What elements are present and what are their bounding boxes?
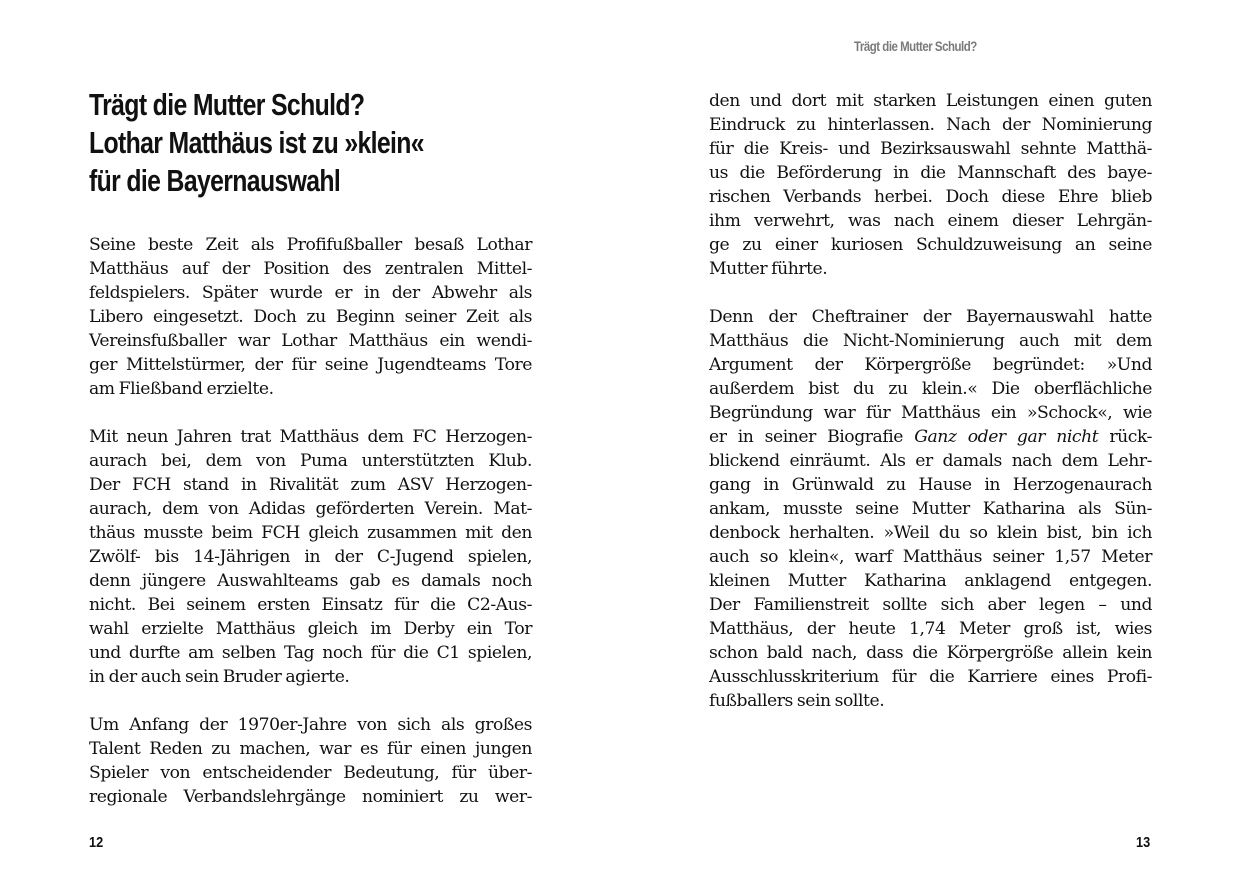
paragraph (89, 713, 532, 809)
text-line: Matthäus auf der Position des zentralen Mittel- (89, 259, 532, 279)
text-line: aurach, dem von Adidas geförderten Verein. Mat- (89, 499, 532, 519)
text-line: fußballers sein sollte. (709, 691, 885, 711)
text-line: rischen Verbands herbei. Doch diese Ehre blieb (709, 187, 1152, 207)
text-line: außerdem bist du zu klein.« Die oberflächliche (709, 379, 1152, 399)
text-line: Libero eingesetzt. Doch zu Beginn seiner Zeit als (89, 307, 532, 327)
text-line: us die Beförderung in die Mannschaft des baye- (709, 163, 1152, 183)
right-body-text (709, 89, 1152, 737)
text-line: Ausschlusskriterium für die Karriere eines Profi- (709, 667, 1152, 687)
paragraph (709, 89, 1152, 281)
text-line: ihm verwehrt, was nach einem dieser Lehrgän- (709, 211, 1152, 231)
text-line: Mutter führte. (709, 259, 828, 279)
right-page (620, 0, 1240, 886)
text-line: Eindruck zu hinterlassen. Nach der Nominierung (709, 115, 1152, 135)
text-line: Matthäus die Nicht-Nominierung auch mit dem (709, 331, 1152, 351)
text-line: ger Mittelstürmer, der für seine Jugendteams Tore (89, 355, 532, 375)
text-line: Zwölf- bis 14-Jährigen in der C-Jugend spielen, (89, 547, 532, 567)
paragraph (89, 233, 532, 401)
text-line: gang in Grünwald zu Hause in Herzogenaurach (709, 475, 1152, 495)
text-line: Vereinsfußballer war Lothar Matthäus ein wendi- (89, 331, 532, 351)
text-line: Spieler von entscheidender Bedeutung, für über- (89, 763, 532, 783)
text-segment: er in seiner Biografie (709, 427, 915, 447)
text-line: ankam, musste seine Mutter Katharina als Sün- (709, 499, 1152, 519)
text-line: ge zu einer kuriosen Schuldzuweisung an seine (709, 235, 1152, 255)
chapter-title-line: Lothar Matthäus ist zu »klein« (89, 125, 424, 160)
text-line: Talent Reden zu machen, war es für einen jungen (89, 739, 532, 759)
text-line: auch so klein«, warf Matthäus seiner 1,57 Meter (709, 547, 1152, 567)
text-line: blickend einräumt. Als er damals nach dem Lehr- (709, 451, 1152, 471)
text-line: thäus musste beim FCH gleich zusammen mit den (89, 523, 532, 543)
text-line: in der auch sein Bruder agierte. (89, 667, 350, 687)
text-line: Begründung war für Matthäus ein »Schock«, wie (709, 403, 1152, 423)
running-head: Trägt die Mutter Schuld? (854, 38, 977, 54)
page-number: 13 (1136, 834, 1151, 851)
left-body-text (89, 233, 532, 833)
text-line: Seine beste Zeit als Profifußballer besaß Lothar (89, 235, 532, 255)
text-line: und durfte am selben Tag noch für die C1 spielen, (89, 643, 532, 663)
text-line: denbock herhalten. »Weil du so klein bist, bin ich (709, 523, 1152, 543)
text-line: Matthäus, der heute 1,74 Meter groß ist, wies (709, 619, 1152, 639)
text-line: aurach bei, dem von Puma unterstützten Klub. (89, 451, 532, 471)
chapter-title-line: Trägt die Mutter Schuld? (89, 87, 365, 122)
paragraph (709, 305, 1152, 713)
chapter-title-line: für die Bayernauswahl (89, 163, 341, 198)
text-line: Mit neun Jahren trat Matthäus dem FC Herzogen- (89, 427, 532, 447)
page-number: 12 (89, 834, 104, 851)
text-line: regionale Verbandslehrgänge nominiert zu wer- (89, 787, 532, 807)
text-line: kleinen Mutter Katharina anklagend entgegen. (709, 571, 1152, 591)
text-line: für die Kreis- und Bezirksauswahl sehnte Matthä- (709, 139, 1152, 159)
text-line: Der Familienstreit sollte sich aber legen – und (709, 595, 1152, 615)
text-line: feldspielers. Später wurde er in der Abwehr als (89, 283, 532, 303)
book-title: Ganz oder gar nicht (914, 427, 1099, 447)
text-line: am Fließband erzielte. (89, 379, 274, 399)
paragraph (89, 425, 532, 689)
text-line: wahl erzielte Matthäus gleich im Derby ein Tor (89, 619, 532, 639)
text-line: nicht. Bei seinem ersten Einsatz für die C2-Aus- (89, 595, 532, 615)
text-line: den und dort mit starken Leistungen einen guten (709, 91, 1152, 111)
text-line: schon bald nach, dass die Körpergröße allein kein (709, 643, 1152, 663)
text-line: Der FCH stand in Rivalität zum ASV Herzogen- (89, 475, 532, 495)
text-line: Um Anfang der 1970er-Jahre von sich als großes (89, 715, 532, 735)
text-segment: rück- (1098, 427, 1152, 447)
text-line: Argument der Körpergröße begründet: »Und (709, 355, 1152, 375)
text-line: denn jüngere Auswahlteams gab es damals noch (89, 571, 532, 591)
text-line: Denn der Cheftrainer der Bayernauswahl hatte (709, 307, 1152, 327)
chapter-title (89, 86, 424, 200)
text-line-with-book-title (709, 425, 1152, 449)
